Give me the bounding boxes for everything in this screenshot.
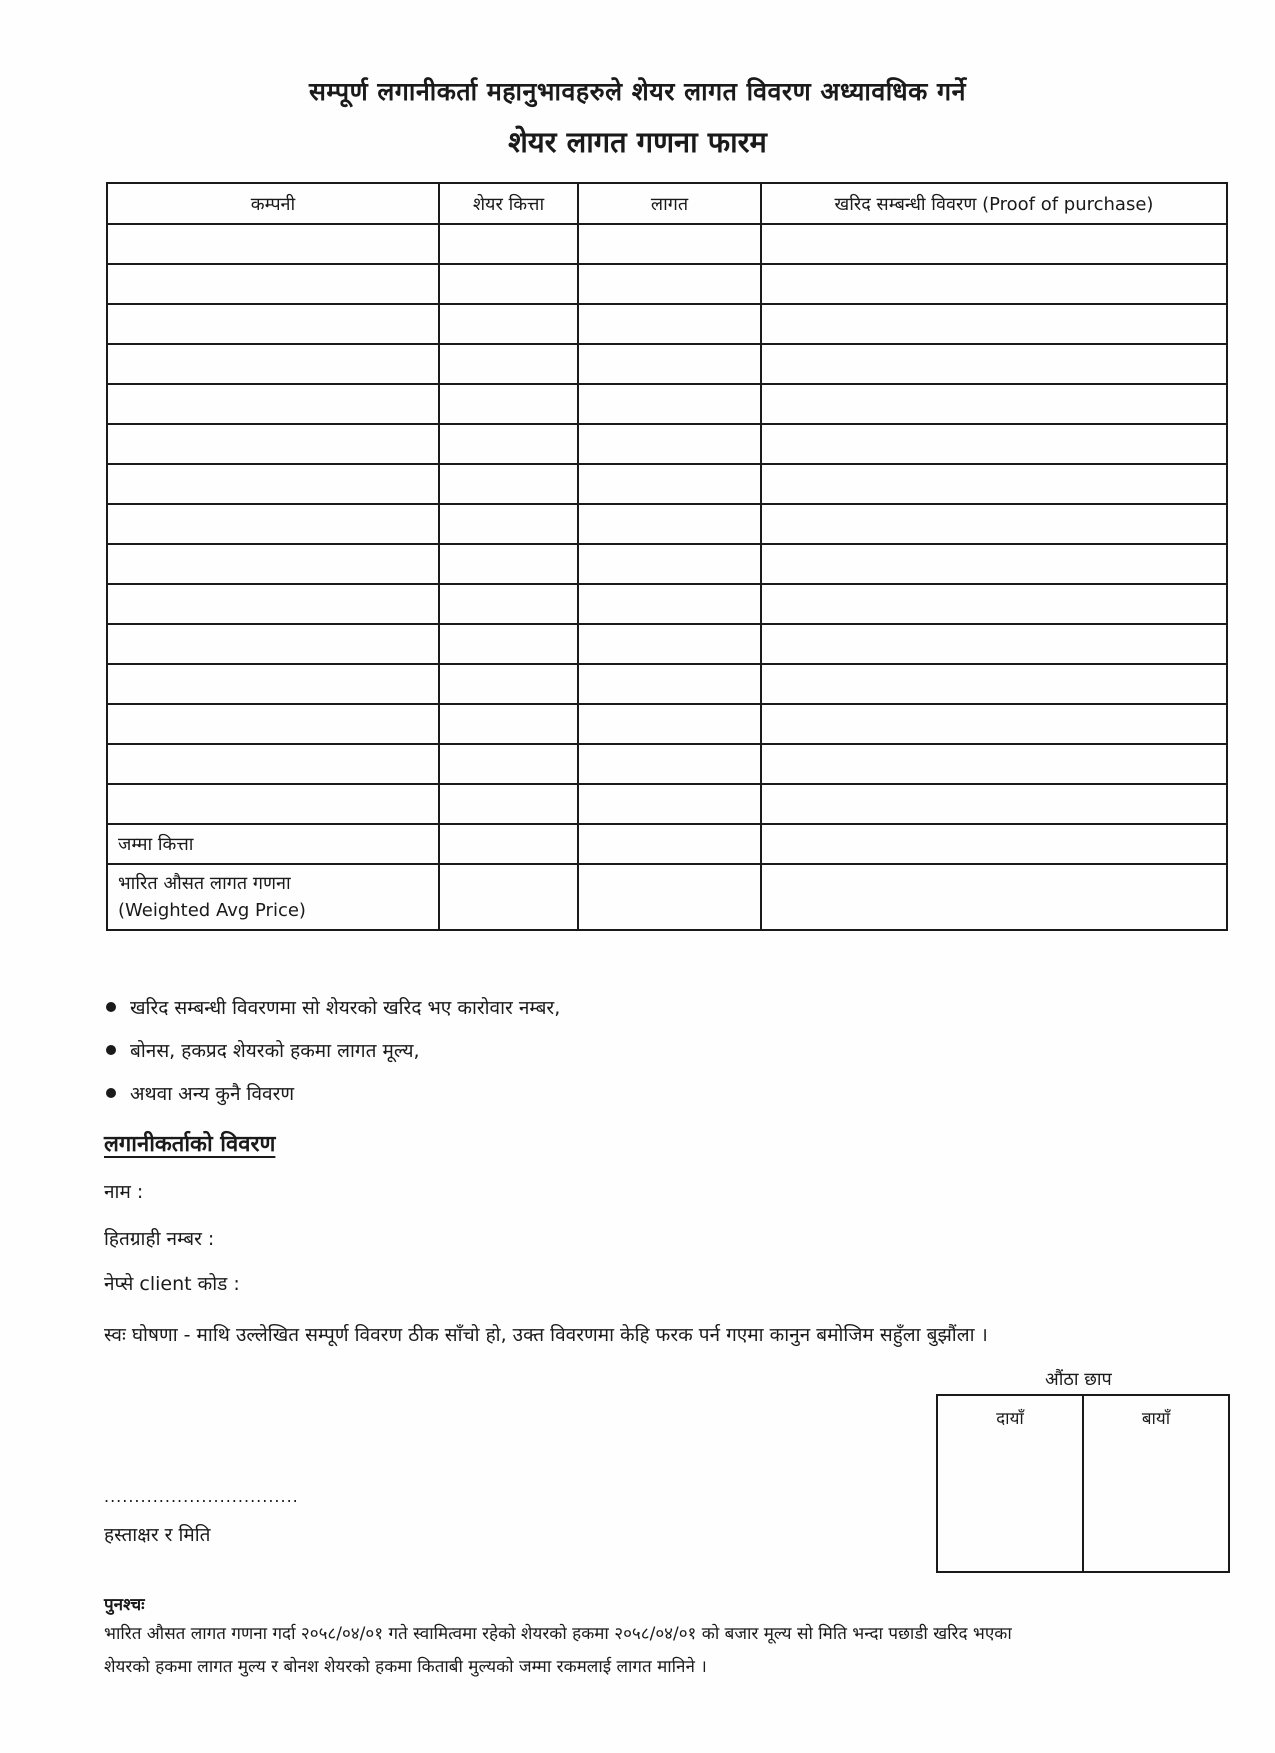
postscript-line1: भारित औसत लागत गणना गर्दा २०५८/०४/०१ गते स्वामित्वमा रहेको शेयरको हकमा २०५८/०४/०१ को बजार मूल्य सो मिति भन्दा पछाडी खरिद भएका <box>104 1624 1012 1644</box>
table-row <box>107 264 1227 304</box>
company-cell[interactable] <box>107 704 439 744</box>
quantity-cell[interactable] <box>439 464 578 504</box>
quantity-cell[interactable] <box>439 424 578 464</box>
postscript-heading: पुनश्चः <box>104 1595 145 1615</box>
cost-cell[interactable] <box>578 704 761 744</box>
proof-cell[interactable] <box>761 304 1227 344</box>
company-cell[interactable] <box>107 624 439 664</box>
proof-cell[interactable] <box>761 744 1227 784</box>
cost-cell[interactable] <box>578 424 761 464</box>
cost-cell[interactable] <box>578 224 761 264</box>
company-cell[interactable] <box>107 464 439 504</box>
cost-cell[interactable] <box>578 584 761 624</box>
weighted-avg-row <box>107 864 1227 930</box>
quantity-cell[interactable] <box>439 664 578 704</box>
quantity-cell[interactable] <box>439 704 578 744</box>
company-cell[interactable] <box>107 264 439 304</box>
quantity-cell[interactable] <box>439 624 578 664</box>
form-title: शेयर लागत गणना फारम <box>508 125 767 159</box>
quantity-cell[interactable] <box>439 344 578 384</box>
table-row <box>107 344 1227 384</box>
thumbprint-label: औंठा छाप <box>1045 1369 1112 1390</box>
note-text: बोनस, हकप्रद शेयरको हकमा लागत मूल्य, <box>130 1039 420 1062</box>
table-row <box>107 304 1227 344</box>
cost-cell[interactable] <box>578 384 761 424</box>
company-cell[interactable] <box>107 424 439 464</box>
investor-details-heading: लगानीकर्ताको विवरण <box>104 1132 276 1157</box>
table-row <box>107 744 1227 784</box>
weighted-avg-label-en: (Weighted Avg Price) <box>118 900 306 921</box>
quantity-cell[interactable] <box>439 584 578 624</box>
weighted-avg-label <box>107 864 439 930</box>
company-cell[interactable] <box>107 584 439 624</box>
col-cost: लागत <box>578 183 761 224</box>
signature-date-label: हस्ताक्षर र मिति <box>104 1524 211 1546</box>
company-cell[interactable] <box>107 304 439 344</box>
proof-cell[interactable] <box>761 224 1227 264</box>
proof-cell[interactable] <box>761 664 1227 704</box>
weighted-avg-proof-cell[interactable] <box>761 864 1227 930</box>
total-label: जम्मा कित्ता <box>107 824 439 864</box>
quantity-cell[interactable] <box>439 264 578 304</box>
table-row <box>107 624 1227 664</box>
bullet-icon <box>106 1045 116 1055</box>
proof-cell[interactable] <box>761 264 1227 304</box>
bullet-icon <box>106 1002 116 1012</box>
quantity-cell[interactable] <box>439 304 578 344</box>
cost-cell[interactable] <box>578 504 761 544</box>
cost-cell[interactable] <box>578 264 761 304</box>
company-cell[interactable] <box>107 664 439 704</box>
company-cell[interactable] <box>107 224 439 264</box>
quantity-cell[interactable] <box>439 504 578 544</box>
cost-cell[interactable] <box>578 544 761 584</box>
proof-cell[interactable] <box>761 584 1227 624</box>
notes-list <box>106 985 560 1114</box>
share-cost-table <box>106 182 1228 931</box>
proof-cell[interactable] <box>761 384 1227 424</box>
postscript-line2: शेयरको हकमा लागत मुल्य र बोनश शेयरको हकमा किताबी मुल्यको जम्मा रकमलाई लागत मानिने । <box>104 1657 707 1677</box>
cost-cell[interactable] <box>578 664 761 704</box>
company-cell[interactable] <box>107 784 439 824</box>
cost-cell[interactable] <box>578 744 761 784</box>
beneficiary-number-label: हितग्राही नम्बर : <box>104 1228 215 1250</box>
form-title-line1: सम्पूर्ण लगानीकर्ता महानुभावहरुले शेयर लागत विवरण अध्यावधिक गर्ने <box>309 77 966 106</box>
col-proof-of-purchase: खरिद सम्बन्धी विवरण (Proof of purchase) <box>761 183 1227 224</box>
nepse-client-code-label: नेप्से client कोड : <box>104 1273 240 1295</box>
table-row <box>107 664 1227 704</box>
proof-cell[interactable] <box>761 424 1227 464</box>
cost-cell[interactable] <box>578 304 761 344</box>
self-declaration: स्वः घोषणा - माथि उल्लेखित सम्पूर्ण विवरण ठीक साँचो हो, उक्त विवरणमा केहि फरक पर्न गएमा कानुन बमोजिम सहुँला बुझौंला । <box>104 1324 988 1346</box>
proof-cell[interactable] <box>761 544 1227 584</box>
col-company: कम्पनी <box>107 183 439 224</box>
table-header-row <box>107 183 1227 224</box>
proof-cell[interactable] <box>761 344 1227 384</box>
proof-cell[interactable] <box>761 464 1227 504</box>
table-row <box>107 504 1227 544</box>
total-quantity-cell[interactable] <box>439 824 578 864</box>
quantity-cell[interactable] <box>439 384 578 424</box>
table-row <box>107 544 1227 584</box>
total-row <box>107 824 1227 864</box>
right-thumb-cell: दायाँ <box>996 1409 1024 1429</box>
weighted-avg-quantity-cell[interactable] <box>439 864 578 930</box>
weighted-avg-label-np: भारित औसत लागत गणना <box>118 873 291 894</box>
cost-cell[interactable] <box>578 784 761 824</box>
signature-line: ................................ <box>104 1487 299 1506</box>
company-cell[interactable] <box>107 544 439 584</box>
proof-cell[interactable] <box>761 624 1227 664</box>
total-proof-cell[interactable] <box>761 824 1227 864</box>
company-cell[interactable] <box>107 344 439 384</box>
quantity-cell[interactable] <box>439 784 578 824</box>
cost-cell[interactable] <box>578 344 761 384</box>
col-share-quantity: शेयर कित्ता <box>439 183 578 224</box>
quantity-cell[interactable] <box>439 744 578 784</box>
table-row <box>107 464 1227 504</box>
proof-cell[interactable] <box>761 704 1227 744</box>
table-row <box>107 784 1227 824</box>
table-row <box>107 224 1227 264</box>
note-text: खरिद सम्बन्धी विवरणमा सो शेयरको खरिद भए कारोवार नम्बर, <box>130 996 561 1019</box>
quantity-cell[interactable] <box>439 544 578 584</box>
table-row <box>107 424 1227 464</box>
weighted-avg-cost-cell[interactable] <box>578 864 761 930</box>
thumbprint-box <box>936 1394 1230 1573</box>
list-item <box>106 1028 560 1071</box>
company-cell[interactable] <box>107 504 439 544</box>
proof-cell[interactable] <box>761 504 1227 544</box>
table-row <box>107 384 1227 424</box>
list-item <box>106 985 560 1028</box>
quantity-cell[interactable] <box>439 224 578 264</box>
name-field-label: नाम : <box>104 1181 144 1203</box>
cost-cell[interactable] <box>578 464 761 504</box>
table-row <box>107 584 1227 624</box>
table-row <box>107 704 1227 744</box>
company-cell[interactable] <box>107 744 439 784</box>
total-cost-cell[interactable] <box>578 824 761 864</box>
bullet-icon <box>106 1088 116 1098</box>
cost-cell[interactable] <box>578 624 761 664</box>
left-thumb-cell: बायाँ <box>1082 1396 1228 1571</box>
proof-cell[interactable] <box>761 784 1227 824</box>
company-cell[interactable] <box>107 384 439 424</box>
table-body <box>107 224 1227 930</box>
list-item <box>106 1071 560 1114</box>
note-text: अथवा अन्य कुनै विवरण <box>130 1082 295 1105</box>
